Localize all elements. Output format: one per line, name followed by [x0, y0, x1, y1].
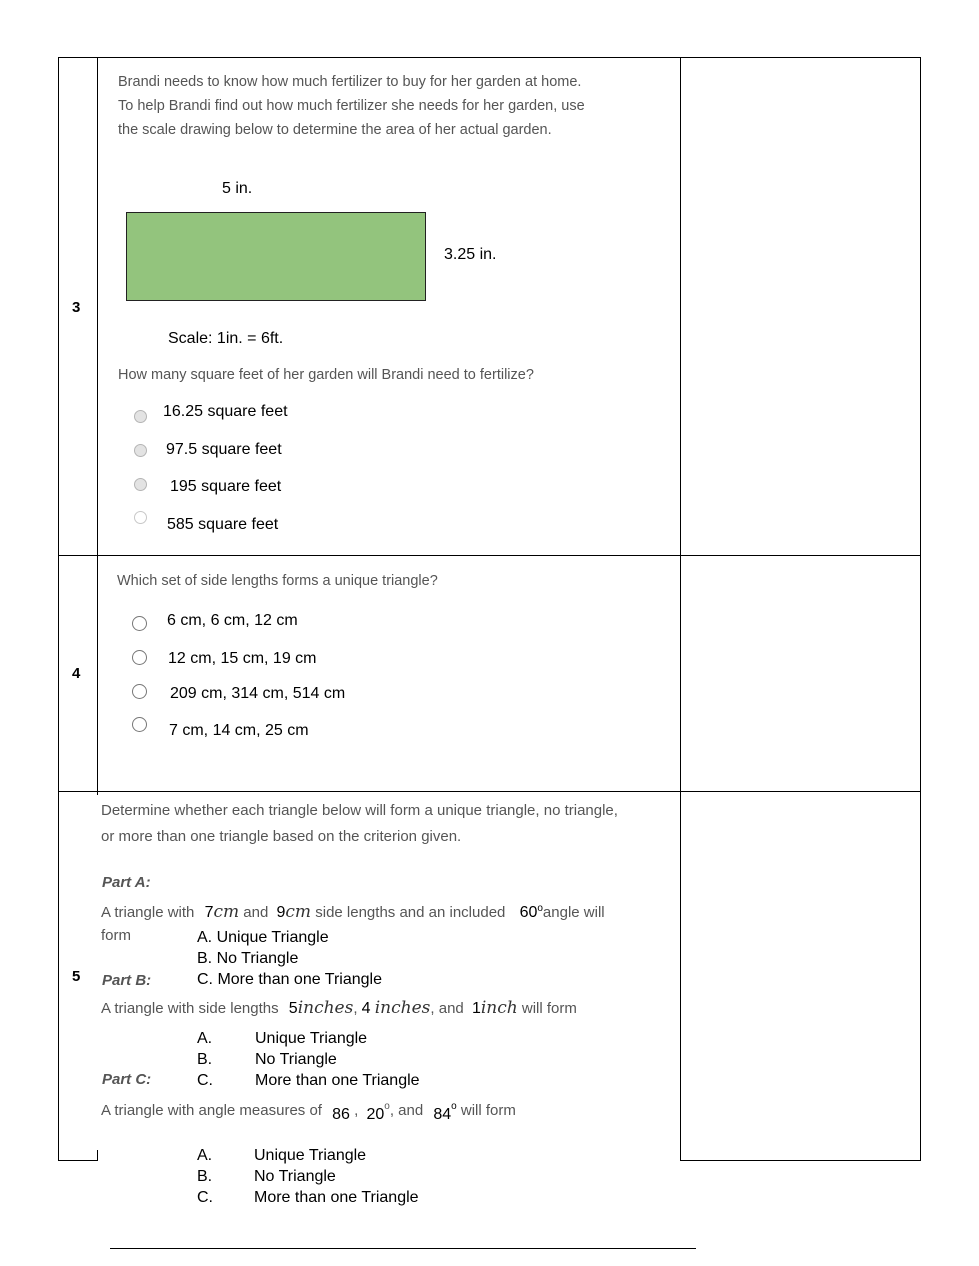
part-a-unit-1: cm: [213, 902, 240, 922]
part-b-letter-c: C.: [197, 1072, 213, 1089]
q4-option-label-3: 209 cm, 314 cm, 514 cm: [170, 685, 346, 702]
q3-option-radio-2[interactable]: [134, 444, 147, 457]
q4-option-radio-3[interactable]: [132, 684, 147, 699]
part-a-angle: 60: [519, 904, 538, 921]
q3-option-label-1: 16.25 square feet: [163, 403, 288, 420]
part-a-text-5: form: [101, 927, 131, 944]
table-bottom-right: [680, 1160, 921, 1161]
part-b-letter-a: A.: [197, 1030, 213, 1047]
garden-scale-rectangle: [126, 212, 426, 301]
part-c-choice-a: Unique Triangle: [254, 1147, 367, 1164]
q3-option-radio-4[interactable]: [134, 511, 147, 524]
q5-intro-line-2: or more than one triangle based on the criterion given.: [101, 828, 462, 845]
part-c-label: Part C:: [102, 1071, 152, 1088]
q3-option-radio-1[interactable]: [134, 410, 147, 423]
garden-height-label: 3.25 in.: [444, 246, 497, 263]
part-c-letter-c: C.: [197, 1189, 213, 1206]
part-c-text-2: and: [398, 1102, 424, 1119]
part-b-letter-b: B.: [197, 1051, 213, 1068]
part-a-side-2: 9: [276, 904, 286, 921]
part-b-side-3: 1: [471, 1000, 481, 1017]
table-row-divider-1: [58, 555, 921, 556]
part-a-choice-c: C. More than one Triangle: [197, 971, 382, 988]
table-row-divider-2: [58, 791, 921, 792]
part-b-text-2: and: [438, 1000, 464, 1017]
q4-option-radio-2[interactable]: [132, 650, 147, 665]
q3-text-line-2: To help Brandi find out how much fertilizer she needs for her garden, use: [118, 98, 585, 114]
q5-intro-line-1: Determine whether each triangle below will form a unique triangle, no triangle,: [101, 802, 618, 819]
part-c-letter-a: A.: [197, 1147, 213, 1164]
table-col-divider-2: [680, 57, 681, 1161]
scale-label: Scale: 1in. = 6ft.: [168, 330, 284, 347]
part-b-unit-1: inches: [297, 998, 354, 1018]
part-b-choice-a: Unique Triangle: [255, 1030, 368, 1047]
part-c-angle-2: 20: [366, 1106, 385, 1123]
part-a-choice-a: A. Unique Triangle: [197, 929, 329, 946]
part-c-text-1: A triangle with angle measures of: [101, 1102, 322, 1119]
part-a-statement: [101, 897, 605, 925]
q4-option-label-1: 6 cm, 6 cm, 12 cm: [167, 612, 298, 629]
part-b-label: Part B:: [102, 972, 152, 989]
q3-option-label-4: 585 square feet: [167, 516, 279, 533]
part-b-side-2: 4: [361, 1000, 371, 1017]
part-c-angle-3: 84: [433, 1106, 452, 1123]
part-b-statement: A triangle with side lengths 5inches, 4 inches, and 1inch will form: [101, 998, 577, 1018]
table-border-right: [920, 57, 921, 1161]
part-c-text-3: will form: [460, 1102, 516, 1119]
part-a-unit-2: cm: [285, 902, 312, 922]
part-c-letter-b: B.: [197, 1168, 213, 1185]
part-b-text-1: A triangle with side lengths: [101, 1000, 279, 1017]
q4-option-radio-4[interactable]: [132, 717, 147, 732]
q3-text-line-3: the scale drawing below to determine the area of her actual garden.: [118, 122, 552, 138]
part-b-text-3: will form: [521, 1000, 577, 1017]
part-c-choice-b: No Triangle: [254, 1168, 336, 1185]
part-a-text-3: side lengths and an included: [315, 904, 506, 921]
table-col-divider-1: [97, 57, 98, 795]
garden-width-label: 5 in.: [222, 180, 253, 197]
part-c-angle-1: 86: [332, 1106, 350, 1123]
part-a-side-1: 7: [204, 904, 214, 921]
q4-question: Which set of side lengths forms a unique triangle?: [117, 573, 438, 589]
part-a-label: Part A:: [102, 874, 151, 891]
q3-option-radio-3[interactable]: [134, 478, 147, 491]
question-number-3: 3: [72, 299, 81, 316]
part-b-choice-b: No Triangle: [255, 1051, 337, 1068]
table-border-top: [58, 57, 921, 58]
table-border-left: [58, 57, 59, 1161]
part-c-choice-c: More than one Triangle: [254, 1189, 419, 1206]
table-bottom-left-tick: [97, 1150, 98, 1161]
q3-option-label-3: 195 square feet: [170, 478, 282, 495]
question-number-5: 5: [72, 968, 81, 985]
part-b-side-1: 5: [288, 1000, 298, 1017]
q4-option-radio-1[interactable]: [132, 616, 147, 631]
q4-option-label-2: 12 cm, 15 cm, 19 cm: [168, 650, 317, 667]
part-b-unit-2: inches: [374, 998, 431, 1018]
part-a-text-1: A triangle with: [101, 904, 195, 921]
q3-question: How many square feet of her garden will Brandi need to fertilize?: [118, 367, 534, 383]
part-b-unit-3: inch: [480, 998, 518, 1018]
question-number-4: 4: [72, 665, 81, 682]
part-a-text-4: angle will: [542, 904, 605, 921]
q4-option-label-4: 7 cm, 14 cm, 25 cm: [169, 722, 309, 739]
part-c-degree-mark-3: o: [451, 1101, 457, 1112]
q3-option-label-2: 97.5 square feet: [166, 441, 282, 458]
part-a-text-2: and: [243, 904, 269, 921]
footer-divider: [110, 1248, 696, 1249]
part-c-degree-mark-2: o: [384, 1101, 390, 1112]
q3-text-line-1: Brandi needs to know how much fertilizer to buy for her garden at home.: [118, 74, 582, 90]
part-a-degree-mark: o: [537, 903, 543, 914]
table-bottom-left: [58, 1160, 98, 1161]
part-c-statement: A triangle with angle measures of 86 , 20$^o$, and 84$^o$ will form: [101, 1101, 516, 1123]
part-a-choice-b: B. No Triangle: [197, 950, 299, 967]
part-b-choice-c: More than one Triangle: [255, 1072, 420, 1089]
